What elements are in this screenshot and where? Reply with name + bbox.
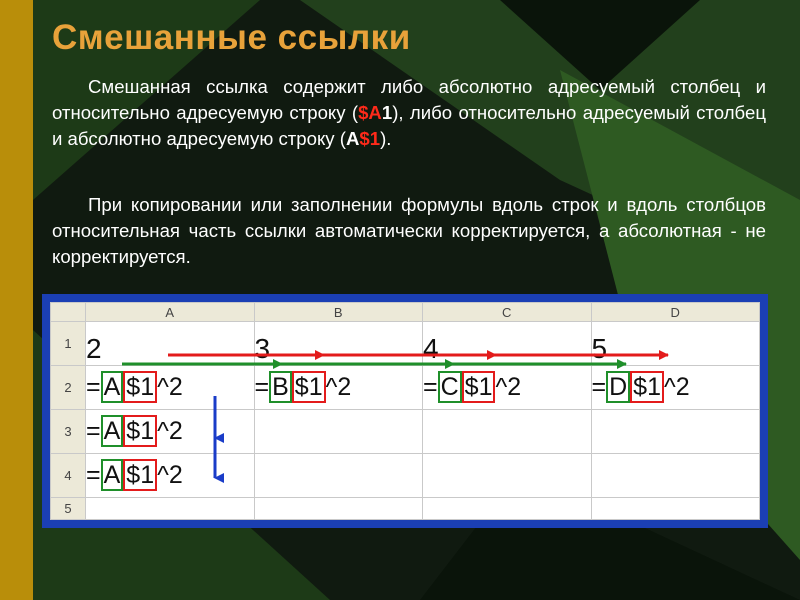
- relative-column-ref: A: [101, 459, 124, 491]
- paragraph-definition: [52, 74, 766, 152]
- row-header-3[interactable]: 3: [51, 410, 86, 454]
- formula-d2: [592, 373, 690, 402]
- formula-exponent: ^2: [495, 373, 522, 401]
- column-header-c[interactable]: C: [423, 303, 592, 322]
- formula-a4: [86, 461, 183, 490]
- cell-a4[interactable]: [86, 454, 255, 498]
- cell-c1[interactable]: 4: [423, 322, 592, 366]
- p1-text-1: Смешанная ссылка содержит либо абсолютно адресуемый столбец и относительно адресуемую строку (: [52, 76, 766, 123]
- cell-d2[interactable]: [591, 366, 760, 410]
- select-all-corner[interactable]: [51, 303, 86, 322]
- p1-ref-relative-row: 1: [381, 102, 393, 123]
- p1-ref-absolute-column: $A: [358, 102, 382, 123]
- cell-b3[interactable]: [254, 410, 423, 454]
- cell-d4[interactable]: [591, 454, 760, 498]
- cell-a5[interactable]: [86, 498, 255, 520]
- formula-a3: [86, 417, 183, 446]
- formula-a2: [86, 373, 183, 402]
- absolute-row-ref: $1: [292, 371, 326, 403]
- formula-exponent: ^2: [663, 373, 690, 401]
- cell-d1[interactable]: 5: [591, 322, 760, 366]
- relative-column-ref: C: [438, 371, 462, 403]
- cell-b5[interactable]: [254, 498, 423, 520]
- cell-c3[interactable]: [423, 410, 592, 454]
- cell-b4[interactable]: [254, 454, 423, 498]
- p1-ref-relative-column: A: [345, 128, 360, 149]
- absolute-row-ref: $1: [123, 459, 157, 491]
- row-header-2[interactable]: 2: [51, 366, 86, 410]
- cell-c4[interactable]: [423, 454, 592, 498]
- absolute-row-ref: $1: [630, 371, 664, 403]
- p1-text-3: ).: [380, 128, 392, 149]
- cell-b2[interactable]: [254, 366, 423, 410]
- formula-equals: =: [86, 461, 101, 489]
- formula-exponent: ^2: [157, 373, 183, 401]
- paragraph-copy-rule: При копировании или заполнении формулы вдоль строк и вдоль столбцов относительная часть ссылки автоматически корректируется, а абсолютная - не корректируется.: [52, 194, 766, 267]
- slide-title: Смешанные ссылки: [52, 18, 411, 57]
- absolute-row-ref: $1: [123, 371, 157, 403]
- column-header-a[interactable]: A: [86, 303, 255, 322]
- relative-column-ref: A: [101, 415, 124, 447]
- p1-ref-absolute-row: $1: [359, 128, 381, 149]
- spreadsheet-frame: [42, 294, 768, 528]
- absolute-row-ref: $1: [123, 415, 157, 447]
- row-header-5[interactable]: 5: [51, 498, 86, 520]
- row-header-1[interactable]: 1: [51, 322, 86, 366]
- relative-column-ref: A: [101, 371, 124, 403]
- absolute-row-ref: $1: [462, 371, 496, 403]
- formula-exponent: ^2: [157, 461, 183, 489]
- cell-d5[interactable]: [591, 498, 760, 520]
- cell-b1[interactable]: 3: [254, 322, 423, 366]
- formula-b2: [255, 373, 352, 402]
- formula-equals: =: [86, 417, 101, 445]
- row-header-4[interactable]: 4: [51, 454, 86, 498]
- column-header-d[interactable]: D: [591, 303, 760, 322]
- formula-equals: =: [591, 373, 607, 401]
- formula-exponent: ^2: [325, 373, 352, 401]
- cell-d3[interactable]: [591, 410, 760, 454]
- cell-a3[interactable]: [86, 410, 255, 454]
- formula-c2: [423, 373, 521, 402]
- cell-c5[interactable]: [423, 498, 592, 520]
- relative-column-ref: D: [606, 371, 630, 403]
- formula-equals: =: [423, 373, 438, 401]
- p1-text-2: ), либо относительно адресуемый столбец и абсолютно адресуемую строку (: [52, 102, 766, 149]
- cell-a1[interactable]: 2: [86, 322, 255, 366]
- relative-column-ref: B: [269, 371, 292, 403]
- cell-c2[interactable]: [423, 366, 592, 410]
- cell-a2[interactable]: [86, 366, 255, 410]
- column-header-b[interactable]: B: [254, 303, 423, 322]
- formula-exponent: ^2: [157, 417, 183, 445]
- formula-equals: =: [254, 373, 270, 401]
- formula-equals: =: [86, 373, 101, 401]
- spreadsheet-grid: [50, 302, 760, 520]
